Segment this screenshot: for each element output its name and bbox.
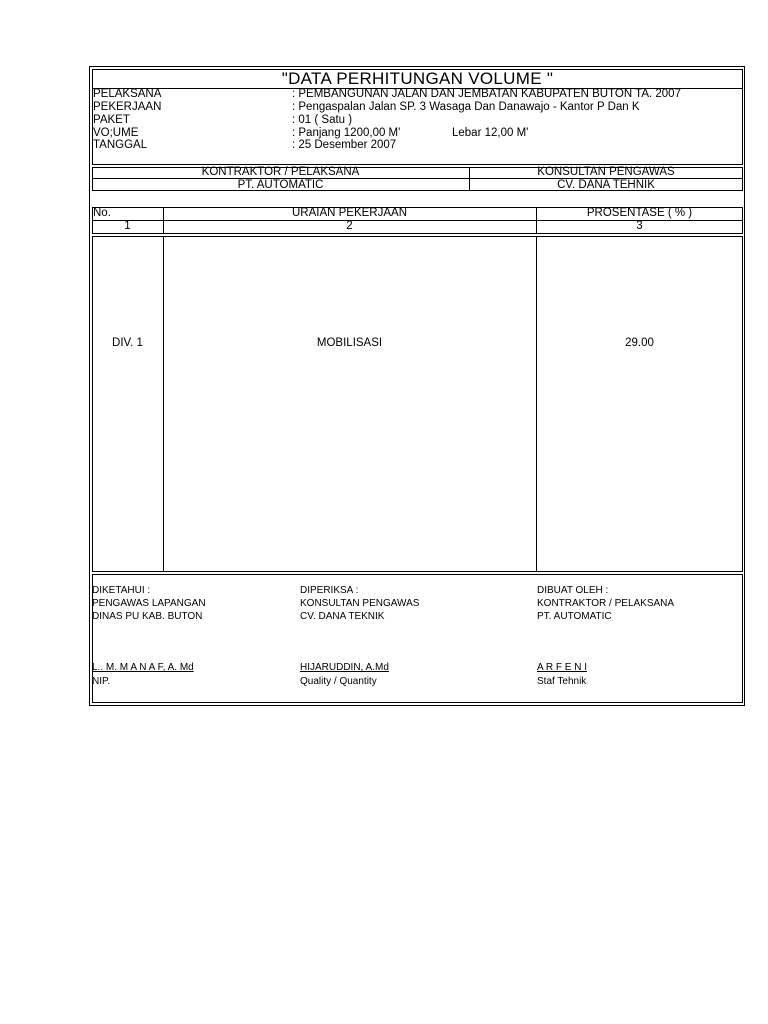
table-cell-prosentase: 29.00 xyxy=(625,337,654,349)
sig-note: Quality / Quantity xyxy=(300,676,377,687)
table-colnum-2: 2 xyxy=(346,220,353,232)
table-colnum-1: 1 xyxy=(124,220,131,232)
sig-role: DIPERIKSA : xyxy=(300,585,359,596)
document-title: "DATA PERHITUNGAN VOLUME " xyxy=(281,69,554,88)
info-value-tanggal: : 25 Desember 2007 xyxy=(292,139,397,151)
info-value-paket: : 01 ( Satu ) xyxy=(292,114,353,126)
table-header-uraian: URAIAN PEKERJAAN xyxy=(291,207,408,219)
parties-left-name: PT. AUTOMATIC xyxy=(237,179,324,191)
sig-name: L.. M. M A N A F, A. Md xyxy=(92,662,194,673)
sig-position: KONTRAKTOR / PELAKSANA xyxy=(537,598,675,609)
info-label-pekerjaan: PEKERJAAN xyxy=(93,101,162,113)
table-body-box xyxy=(92,236,743,572)
table-body-col2 xyxy=(536,236,537,572)
sig-org: PT. AUTOMATIC xyxy=(537,611,612,622)
sig-note: NIP. xyxy=(92,676,111,687)
table-header-no: No. xyxy=(93,207,111,219)
info-label-tanggal: TANGGAL xyxy=(93,139,148,151)
table-body-col1 xyxy=(163,236,164,572)
table-cell-uraian: MOBILISASI xyxy=(316,337,383,349)
table-cell-no: DIV. 1 xyxy=(112,337,143,349)
info-value-pelaksana: : PEMBANGUNAN JALAN DAN JEMBATAN KABUPATEN BUTON TA. 2007 xyxy=(292,88,681,100)
signature-box xyxy=(92,574,743,703)
info-label-pelaksana: PELAKSANA xyxy=(93,88,162,100)
info-label-paket: PAKET xyxy=(93,114,130,126)
sig-role: DIBUAT OLEH : xyxy=(537,585,609,596)
sig-org: CV. DANA TEKNIK xyxy=(300,611,385,622)
info-value-lebar: Lebar 12,00 M' xyxy=(452,127,529,139)
parties-right-name: CV. DANA TEHNIK xyxy=(557,179,655,191)
info-label-volume: VO;UME xyxy=(93,127,139,139)
sig-org: DINAS PU KAB. BUTON xyxy=(92,611,203,622)
sig-note: Staf Tehnik xyxy=(537,676,587,687)
sig-name: HIJARUDDIN, A.Md xyxy=(300,662,389,673)
sig-role: DIKETAHUI : xyxy=(92,585,151,596)
sig-name: A R F E N I xyxy=(537,662,588,673)
info-value-volume: : Panjang 1200,00 M' xyxy=(292,127,401,139)
table-colnum-3: 3 xyxy=(636,220,643,232)
parties-left-title: KONTRAKTOR / PELAKSANA xyxy=(201,166,360,178)
table-header-prosentase: PROSENTASE ( % ) xyxy=(586,207,693,219)
sig-position: PENGAWAS LAPANGAN xyxy=(92,598,206,609)
info-value-pekerjaan: : Pengaspalan Jalan SP. 3 Wasaga Dan Danawajo - Kantor P Dan K xyxy=(292,101,640,113)
parties-right-title: KONSULTAN PENGAWAS xyxy=(537,166,675,178)
sig-position: KONSULTAN PENGAWAS xyxy=(300,598,420,609)
